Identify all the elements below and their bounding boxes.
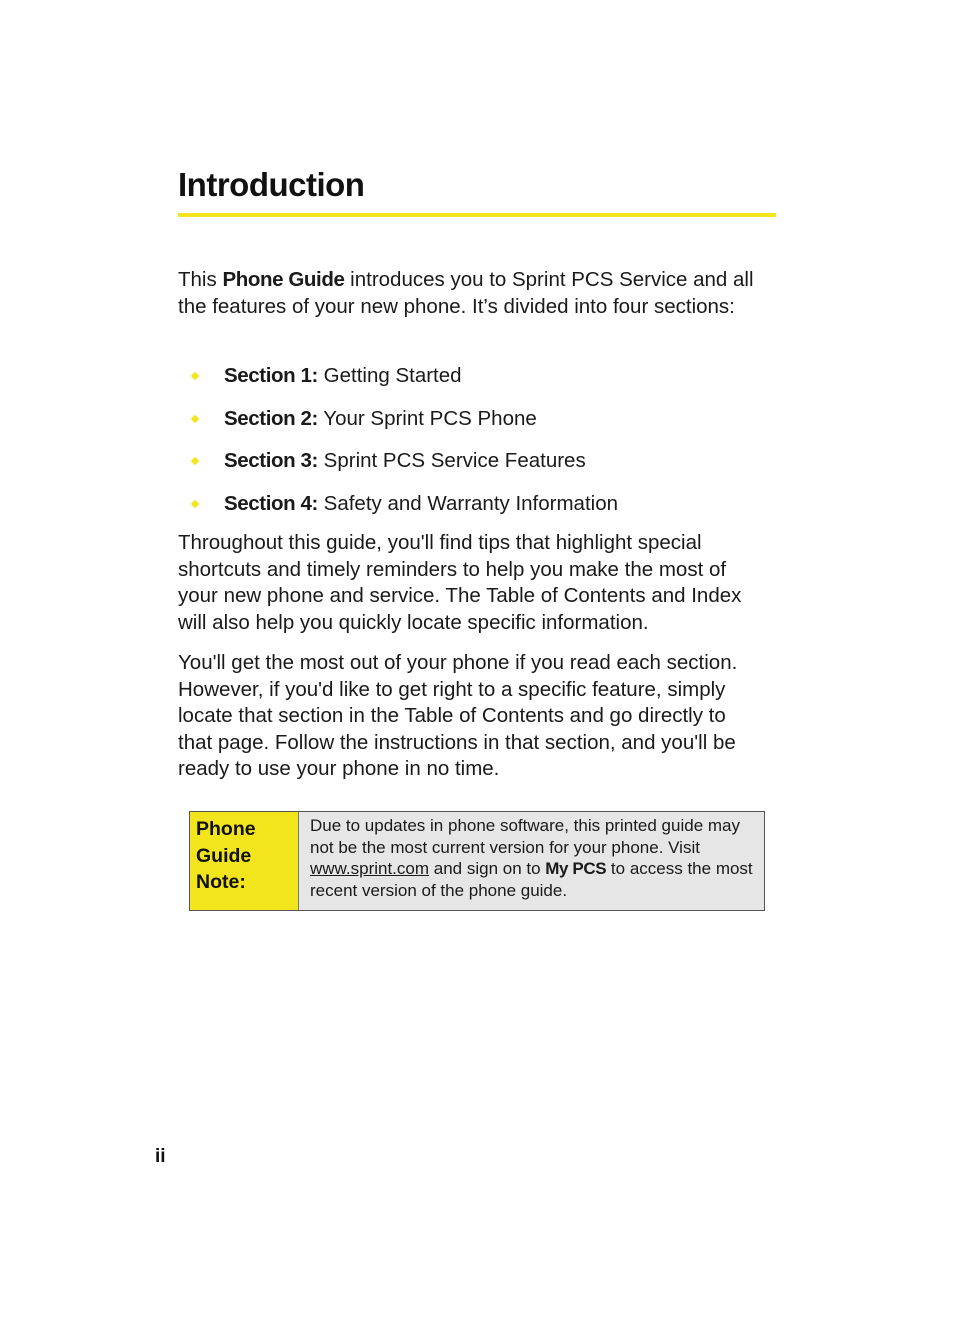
page-number: ii — [155, 1146, 166, 1167]
page-title: Introduction — [178, 166, 365, 203]
section-label: Section 1: — [224, 364, 318, 387]
title-underline — [178, 213, 776, 217]
yellow-diamond-bullet-icon — [191, 457, 199, 465]
note-text-mid: and sign on to — [429, 859, 546, 879]
note-label-line: Guide — [196, 844, 252, 867]
sprint-website-link[interactable]: www.sprint.com — [310, 859, 430, 879]
section-text: Your Sprint PCS Phone — [317, 406, 537, 430]
section-text: Getting Started — [317, 364, 462, 387]
reading-paragraph: You'll get the most out of your phone if you read each section. However, if you'd like to get right to a specific feature, simply locate that section in the Table of Contents and go directly to that page. Follow the instructions in that section, and you'll be ready to use your phone in no time. — [178, 651, 738, 781]
intro-paragraph — [178, 267, 758, 320]
yellow-diamond-bullet-icon — [191, 414, 199, 422]
section-list — [178, 362, 758, 532]
note-label-line: Phone — [196, 818, 256, 840]
yellow-diamond-bullet-icon — [191, 499, 199, 507]
section-label: Section 3: — [224, 449, 318, 472]
note-text-post: to access the most recent version of the phone guide. — [310, 859, 753, 901]
intro-text-pre: This — [178, 268, 223, 291]
note-text-pre: Due to updates in phone software, this printed guide may not be the most current version for your phone. Visit — [310, 816, 740, 857]
phone-guide-note-box — [189, 811, 765, 911]
intro-phone-guide-bold: Phone Guide — [222, 268, 345, 291]
tips-paragraph: Throughout this guide, you'll find tips that highlight special shortcuts and timely reminders to help you make the most of your new phone and service. The Table of Contents and Index will also help you quickly locate specific information. — [178, 531, 742, 634]
section-text: Safety and Warranty Information — [317, 491, 619, 515]
section-label: Section 4: — [224, 491, 318, 515]
list-item — [178, 447, 758, 490]
note-label-line: Note: — [196, 871, 246, 893]
section-text: Sprint PCS Service Features — [317, 449, 586, 472]
note-my-pcs-bold: My PCS — [545, 859, 607, 879]
note-label — [190, 812, 299, 910]
yellow-diamond-bullet-icon — [191, 372, 199, 380]
intro-text-post: introduces you to Sprint PCS Service and all the features of your new phone. It’s divided into four sections: — [178, 268, 754, 318]
list-item — [178, 490, 758, 533]
note-body — [299, 812, 764, 910]
list-item — [178, 362, 758, 405]
list-item — [178, 405, 758, 448]
section-label: Section 2: — [224, 406, 318, 430]
